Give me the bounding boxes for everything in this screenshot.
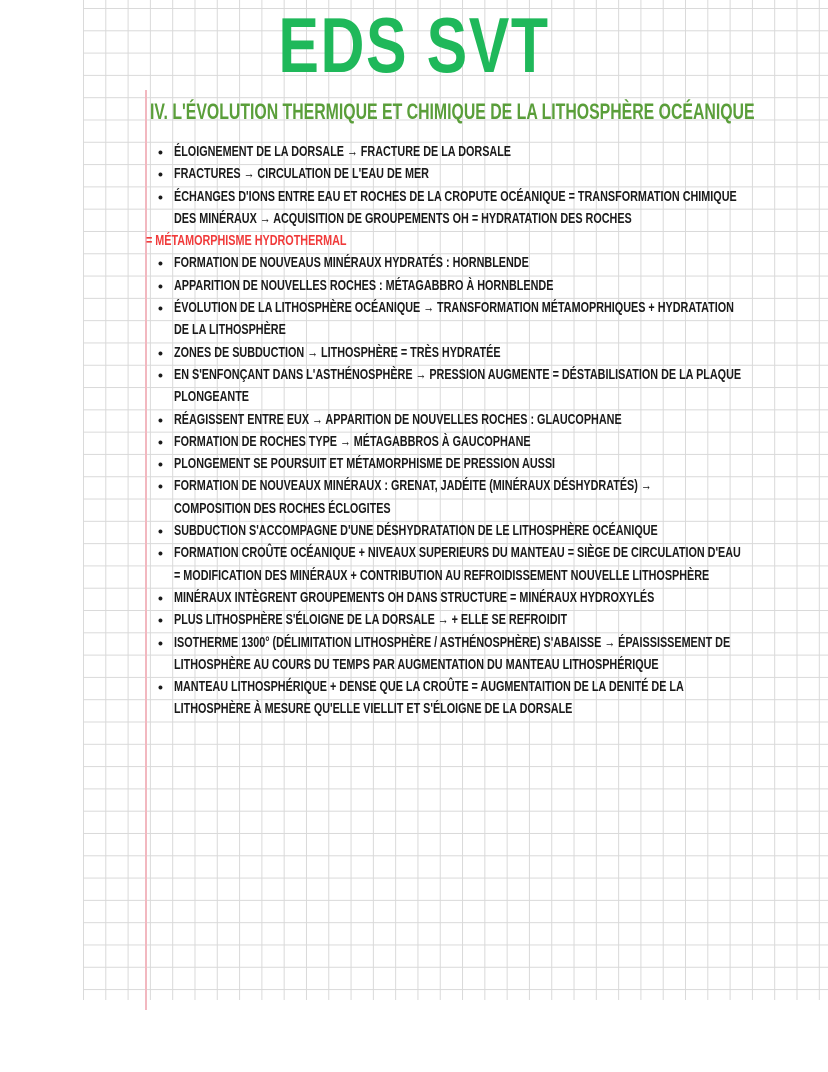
bullet-icon: • [158, 144, 163, 160]
item-text: ZONES DE SUBDUCTION → LITHOSPHÈRE = TRÈS HYDRATÉE [174, 343, 501, 361]
bullet-icon: • [158, 411, 163, 428]
list-item [0, 364, 828, 386]
list-item [0, 275, 828, 297]
item-text: PLUS LITHOSPHÈRE S'ÉLOIGNE DE LA DORSALE → + ELLE SE REFROIDIT [174, 611, 568, 629]
item-text: ISOTHERME 1300° (DÉLIMITATION LITHOSPHÈRE / ASTHÉNOSPHÈRE) S'ABAISSE → ÉPAISSISSEMENT DE [174, 633, 731, 651]
list-item [0, 409, 828, 431]
list-item-continuation [0, 208, 828, 230]
item-text: LITHOSPHÈRE À MESURE QU'ELLE VIELLIT ET S'ÉLOIGNE DE LA DORSALE [174, 700, 573, 718]
bullet-icon: • [158, 634, 163, 651]
page-title: EDS SVT [278, 1, 550, 89]
notes-body [0, 141, 828, 721]
item-text: ÉVOLUTION DE LA LITHOSPHÈRE OCÉANIQUE → TRANSFORMATION MÉTAMOPRHIQUES + HYDRATATION [174, 299, 734, 317]
bullet-icon: • [158, 679, 163, 696]
item-text: RÉAGISSENT ENTRE EUX → APPARITION DE NOUVELLES ROCHES : GLAUCOPHANE [174, 410, 622, 428]
item-text: DE LA LITHOSPHÈRE [174, 321, 286, 339]
bullet-icon: • [158, 523, 163, 540]
bullet-icon: • [158, 188, 163, 205]
item-text: DES MINÉRAUX → ACQUISITION DE GROUPEMENTS OH = HYDRATATION DES ROCHES [174, 209, 632, 227]
bullet-icon: • [158, 545, 163, 562]
section-heading: IV. L'ÉVOLUTION THERMIQUE ET CHIMIQUE DE LA LITHOSPHÈRE OCÉANIQUE [150, 99, 755, 124]
item-text: PLONGEANTE [174, 388, 250, 406]
bullet-icon: • [158, 478, 163, 495]
list-item-continuation [0, 654, 828, 676]
bullet-icon: • [158, 166, 163, 183]
list-item-continuation [0, 698, 828, 720]
list-item-continuation [0, 386, 828, 408]
item-text: FORMATION CROÛTE OCÉANIQUE + NIVEAUX SUPERIEURS DU MANTEAU = SIÈGE DE CIRCULATION D'EAU [174, 544, 741, 562]
list-item [0, 431, 828, 453]
list-item [0, 542, 828, 564]
bullet-icon: • [158, 277, 163, 294]
list-item [0, 186, 828, 208]
list-item [0, 342, 828, 364]
item-text: SUBDUCTION S'ACCOMPAGNE D'UNE DÉSHYDRATATION DE LE LITHOSPHÈRE OCÉANIQUE [174, 522, 658, 540]
bullet-icon: • [158, 366, 163, 383]
item-text: FORMATION DE ROCHES TYPE → MÉTAGABBROS À GAUCOPHANE [174, 432, 531, 450]
list-item [0, 141, 828, 163]
item-text: EN S'ENFONÇANT DANS L'ASTHÉNOSPHÈRE → PRESSION AUGMENTE = DÉSTABILISATION DE LA PLAQUE [174, 365, 742, 383]
list-item [0, 632, 828, 654]
bullet-icon: • [158, 456, 163, 473]
bullet-icon: • [158, 589, 163, 606]
list-item [0, 163, 828, 185]
list-item [0, 609, 828, 631]
list-item [0, 587, 828, 609]
item-text: FORMATION DE NOUVEAUS MINÉRAUX HYDRATÉS : HORNBLENDE [174, 254, 529, 272]
item-text: ÉCHANGES D'IONS ENTRE EAU ET ROCHES DE LA CROPUTE OCÉANIQUE = TRANSFORMATION CHIMIQUE [174, 187, 737, 205]
item-text: LITHOSPHÈRE AU COURS DU TEMPS PAR AUGMENTATION DU MANTEAU LITHOSPHÉRIQUE [174, 655, 659, 673]
list-item [0, 297, 828, 319]
list-item [0, 676, 828, 698]
list-item [0, 520, 828, 542]
bullet-icon: • [158, 344, 163, 361]
item-text: ÉLOIGNEMENT DE LA DORSALE → FRACTURE DE LA DORSALE [174, 143, 512, 160]
item-text: COMPOSITION DES ROCHES ÉCLOGITES [174, 499, 391, 517]
list-item-continuation [0, 498, 828, 520]
list-item [0, 252, 828, 274]
item-text: APPARITION DE NOUVELLES ROCHES : MÉTAGABBRO À HORNBLENDE [174, 276, 554, 294]
bullet-icon: • [158, 255, 163, 272]
item-text: FRACTURES → CIRCULATION DE L'EAU DE MER [174, 165, 429, 183]
item-text: = MODIFICATION DES MINÉRAUX + CONTRIBUTION AU REFROIDISSEMENT NOUVELLE LITHOSPHÈRE [174, 566, 710, 584]
bullet-icon: • [158, 300, 163, 317]
list-item [0, 475, 828, 497]
item-text: MANTEAU LITHOSPHÉRIQUE + DENSE QUE LA CROÛTE = AUGMENTAITION DE LA DENITÉ DE LA [174, 678, 684, 696]
item-text: FORMATION DE NOUVEAUX MINÉRAUX : GRENAT, JADÉITE (MINÉRAUX DÉSHYDRATÉS) → [174, 477, 652, 495]
list-item [0, 453, 828, 475]
item-text: PLONGEMENT SE POURSUIT ET MÉTAMORPHISME DE PRESSION AUSSI [174, 455, 556, 473]
item-text: MINÉRAUX INTÈGRENT GROUPEMENTS OH DANS STRUCTURE = MINÉRAUX HYDROXYLÉS [174, 588, 655, 606]
list-item-continuation [0, 319, 828, 341]
bullet-icon: • [158, 612, 163, 629]
bullet-icon: • [158, 433, 163, 450]
item-text: = MÉTAMORPHISME HYDROTHERMAL [146, 232, 347, 250]
list-item-continuation [0, 565, 828, 587]
highlight-line [0, 230, 828, 252]
